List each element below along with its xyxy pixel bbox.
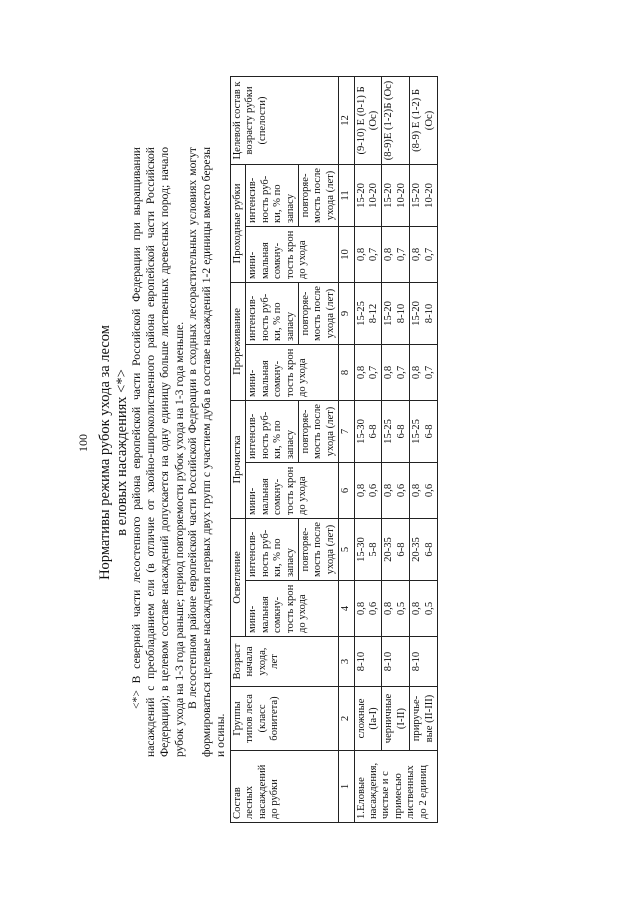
value-cell	[382, 400, 410, 462]
value-cell	[410, 226, 438, 282]
header-row-1	[231, 76, 246, 822]
start-age: 8-10	[382, 637, 410, 687]
value-cell	[410, 462, 438, 518]
col-number: 11	[339, 164, 354, 226]
density-value: 0,7	[368, 365, 380, 380]
forest-group: сложные (Ia-I)	[354, 687, 382, 751]
intensity-value: 15-20	[383, 301, 395, 326]
value-cell	[354, 581, 382, 637]
intensity-value: 15-30	[355, 537, 367, 562]
value-cell	[354, 518, 382, 580]
density-value: 0,7	[395, 365, 407, 380]
density-value: 0,8	[411, 601, 423, 616]
intensity-value: 15-20	[411, 183, 423, 208]
header-repeat: повторяе-мость после ухода (лет)	[299, 282, 339, 344]
footnote-paragraph: <*> В северной части лесостепного района европейской части Российской Федерации при выращивании насаждений с преобладанием ели (в отличие от хвойно-широколиственного района европейской части Российской Федерации); в целевом составе насаждений допускается на одну единицу больше лиственных древесных пород; начало рубок ухода на 1-3 года раньше; период повторяемости рубок ухода на 1-3 года меньше.	[130, 147, 186, 757]
repeat-value: 8-12	[368, 303, 380, 324]
norms-table	[230, 76, 438, 823]
repeat-value: 6-8	[368, 424, 380, 439]
density-value: 0,8	[411, 483, 423, 498]
col-number: 2	[339, 687, 354, 751]
header-target: Целевой состав к возрасту рубки (спелости)	[231, 76, 339, 164]
density-value: 0,7	[368, 247, 380, 262]
value-cell	[382, 518, 410, 580]
density-value: 0,8	[355, 483, 367, 498]
repeat-value: 5-8	[368, 542, 380, 557]
header-intensity: интенсив-ность руб-ки, % по запасу	[246, 282, 299, 344]
intensity-value: 15-25	[411, 419, 423, 444]
repeat-value: 6-8	[423, 542, 435, 557]
col-number: 5	[339, 518, 354, 580]
density-value: 0,5	[423, 601, 435, 616]
density-value: 0,5	[395, 601, 407, 616]
forest-group: черничные (I-II)	[382, 687, 410, 751]
intensity-value: 20-35	[383, 537, 395, 562]
forest-group: приручье-вые (II-III)	[410, 687, 438, 751]
header-prohodnye: Проходные рубки	[231, 164, 246, 282]
density-value: 0,8	[411, 247, 423, 262]
value-cell	[382, 581, 410, 637]
header-min-density: мини-мальная сомкну-тость крон до ухода	[246, 462, 339, 518]
document-title: Нормативы режима рубок ухода за лесом	[97, 325, 113, 580]
col-number: 12	[339, 76, 354, 164]
density-value: 0,8	[383, 247, 395, 262]
repeat-value: 10-20	[423, 183, 435, 208]
document-subtitle: в еловых насаждениях <*>	[114, 369, 130, 536]
header-prochistka: Прочистка	[231, 400, 246, 518]
page-number: 100	[76, 434, 90, 452]
header-min-density: мини-мальная сомкну-тость крон до ухода	[246, 344, 339, 400]
target-composition: (8-9) Е (1-2) Б (Ос)	[410, 76, 438, 164]
value-cell	[410, 164, 438, 226]
repeat-value: 6-8	[423, 424, 435, 439]
density-value: 0,8	[355, 601, 367, 616]
density-value: 0,7	[423, 247, 435, 262]
value-cell	[382, 344, 410, 400]
density-value: 0,8	[355, 247, 367, 262]
repeat-value: 8-10	[395, 303, 407, 324]
intensity-value: 15-20	[411, 301, 423, 326]
value-cell	[382, 226, 410, 282]
header-intensity: интенсив-ность руб-ки, % по запасу	[246, 400, 299, 462]
value-cell	[410, 400, 438, 462]
header-prorejivanie: Прореживание	[231, 282, 246, 400]
value-cell	[354, 164, 382, 226]
density-value: 0,6	[423, 483, 435, 498]
density-value: 0,8	[355, 365, 367, 380]
steppe-paragraph: В лесостепном районе европейской части Российской Федерации в сходных лесорастительных условиях могут формироваться целевые насаждения первых двух групп с участием дуба в составе насаждений 1-2 единицы вместо березы и осины.	[186, 147, 228, 757]
value-cell	[410, 282, 438, 344]
value-cell	[354, 462, 382, 518]
header-repeat: повторяе-мость после ухода (лет)	[299, 400, 339, 462]
density-value: 0,8	[383, 365, 395, 380]
density-value: 0,7	[395, 247, 407, 262]
start-age: 8-10	[410, 637, 438, 687]
table-row	[354, 76, 382, 822]
header-repeat: повторяе-мость после ухода (лет)	[299, 518, 339, 580]
intensity-value: 15-20	[355, 183, 367, 208]
value-cell	[382, 164, 410, 226]
intensity-value: 15-25	[355, 301, 367, 326]
col-number: 1	[339, 751, 354, 823]
col-number: 8	[339, 344, 354, 400]
density-value: 0,8	[383, 483, 395, 498]
density-value: 0,6	[395, 483, 407, 498]
repeat-value: 6-8	[395, 542, 407, 557]
col-number: 10	[339, 226, 354, 282]
start-age: 8-10	[354, 637, 382, 687]
repeat-value: 10-20	[395, 183, 407, 208]
intensity-value: 15-30	[355, 419, 367, 444]
repeat-value: 8-10	[423, 303, 435, 324]
col-number: 9	[339, 282, 354, 344]
col-number: 6	[339, 462, 354, 518]
col-number: 7	[339, 400, 354, 462]
density-value: 0,8	[411, 365, 423, 380]
value-cell	[354, 226, 382, 282]
value-cell	[354, 282, 382, 344]
header-composition: Состав лесных насаждений до рубки	[231, 751, 339, 823]
density-value: 0,6	[368, 483, 380, 498]
intensity-value: 20-35	[411, 537, 423, 562]
density-value: 0,6	[368, 601, 380, 616]
density-value: 0,8	[383, 601, 395, 616]
header-osvetlenie: Осветление	[231, 518, 246, 636]
repeat-value: 10-20	[368, 183, 380, 208]
row-label: 1.Еловые насаждения, чистые и с примесью лиственных до 2 единиц	[354, 751, 437, 823]
value-cell	[410, 344, 438, 400]
value-cell	[410, 581, 438, 637]
table-row	[382, 76, 410, 822]
target-composition: (9-10) Е (0-1) Б (Ос)	[354, 76, 382, 164]
repeat-value: 6-8	[395, 424, 407, 439]
value-cell	[354, 344, 382, 400]
target-composition: (8-9)Е (1-2)Б (Ос)	[382, 76, 410, 164]
value-cell	[354, 400, 382, 462]
intensity-value: 15-25	[383, 419, 395, 444]
table-row	[410, 76, 438, 822]
header-min-density: мини-мальная сомкну-тость крон до ухода	[246, 581, 339, 637]
header-repeat: повторяе-мость после ухода (лет)	[299, 164, 339, 226]
header-intensity: интенсив-ность руб-ки, % по запасу	[246, 518, 299, 580]
col-number: 4	[339, 581, 354, 637]
density-value: 0,7	[423, 365, 435, 380]
column-number-row	[339, 76, 354, 822]
intensity-value: 15-20	[383, 183, 395, 208]
header-intensity: интенсив-ность руб-ки, % по запасу	[246, 164, 299, 226]
header-age: Возраст начала ухода, лет	[231, 637, 339, 687]
value-cell	[382, 462, 410, 518]
header-groups: Группы типов леса (класс бонитета)	[231, 687, 339, 751]
col-number: 3	[339, 637, 354, 687]
value-cell	[382, 282, 410, 344]
header-min-density: мини-мальная сомкну-тость крон до ухода	[246, 226, 339, 282]
value-cell	[410, 518, 438, 580]
